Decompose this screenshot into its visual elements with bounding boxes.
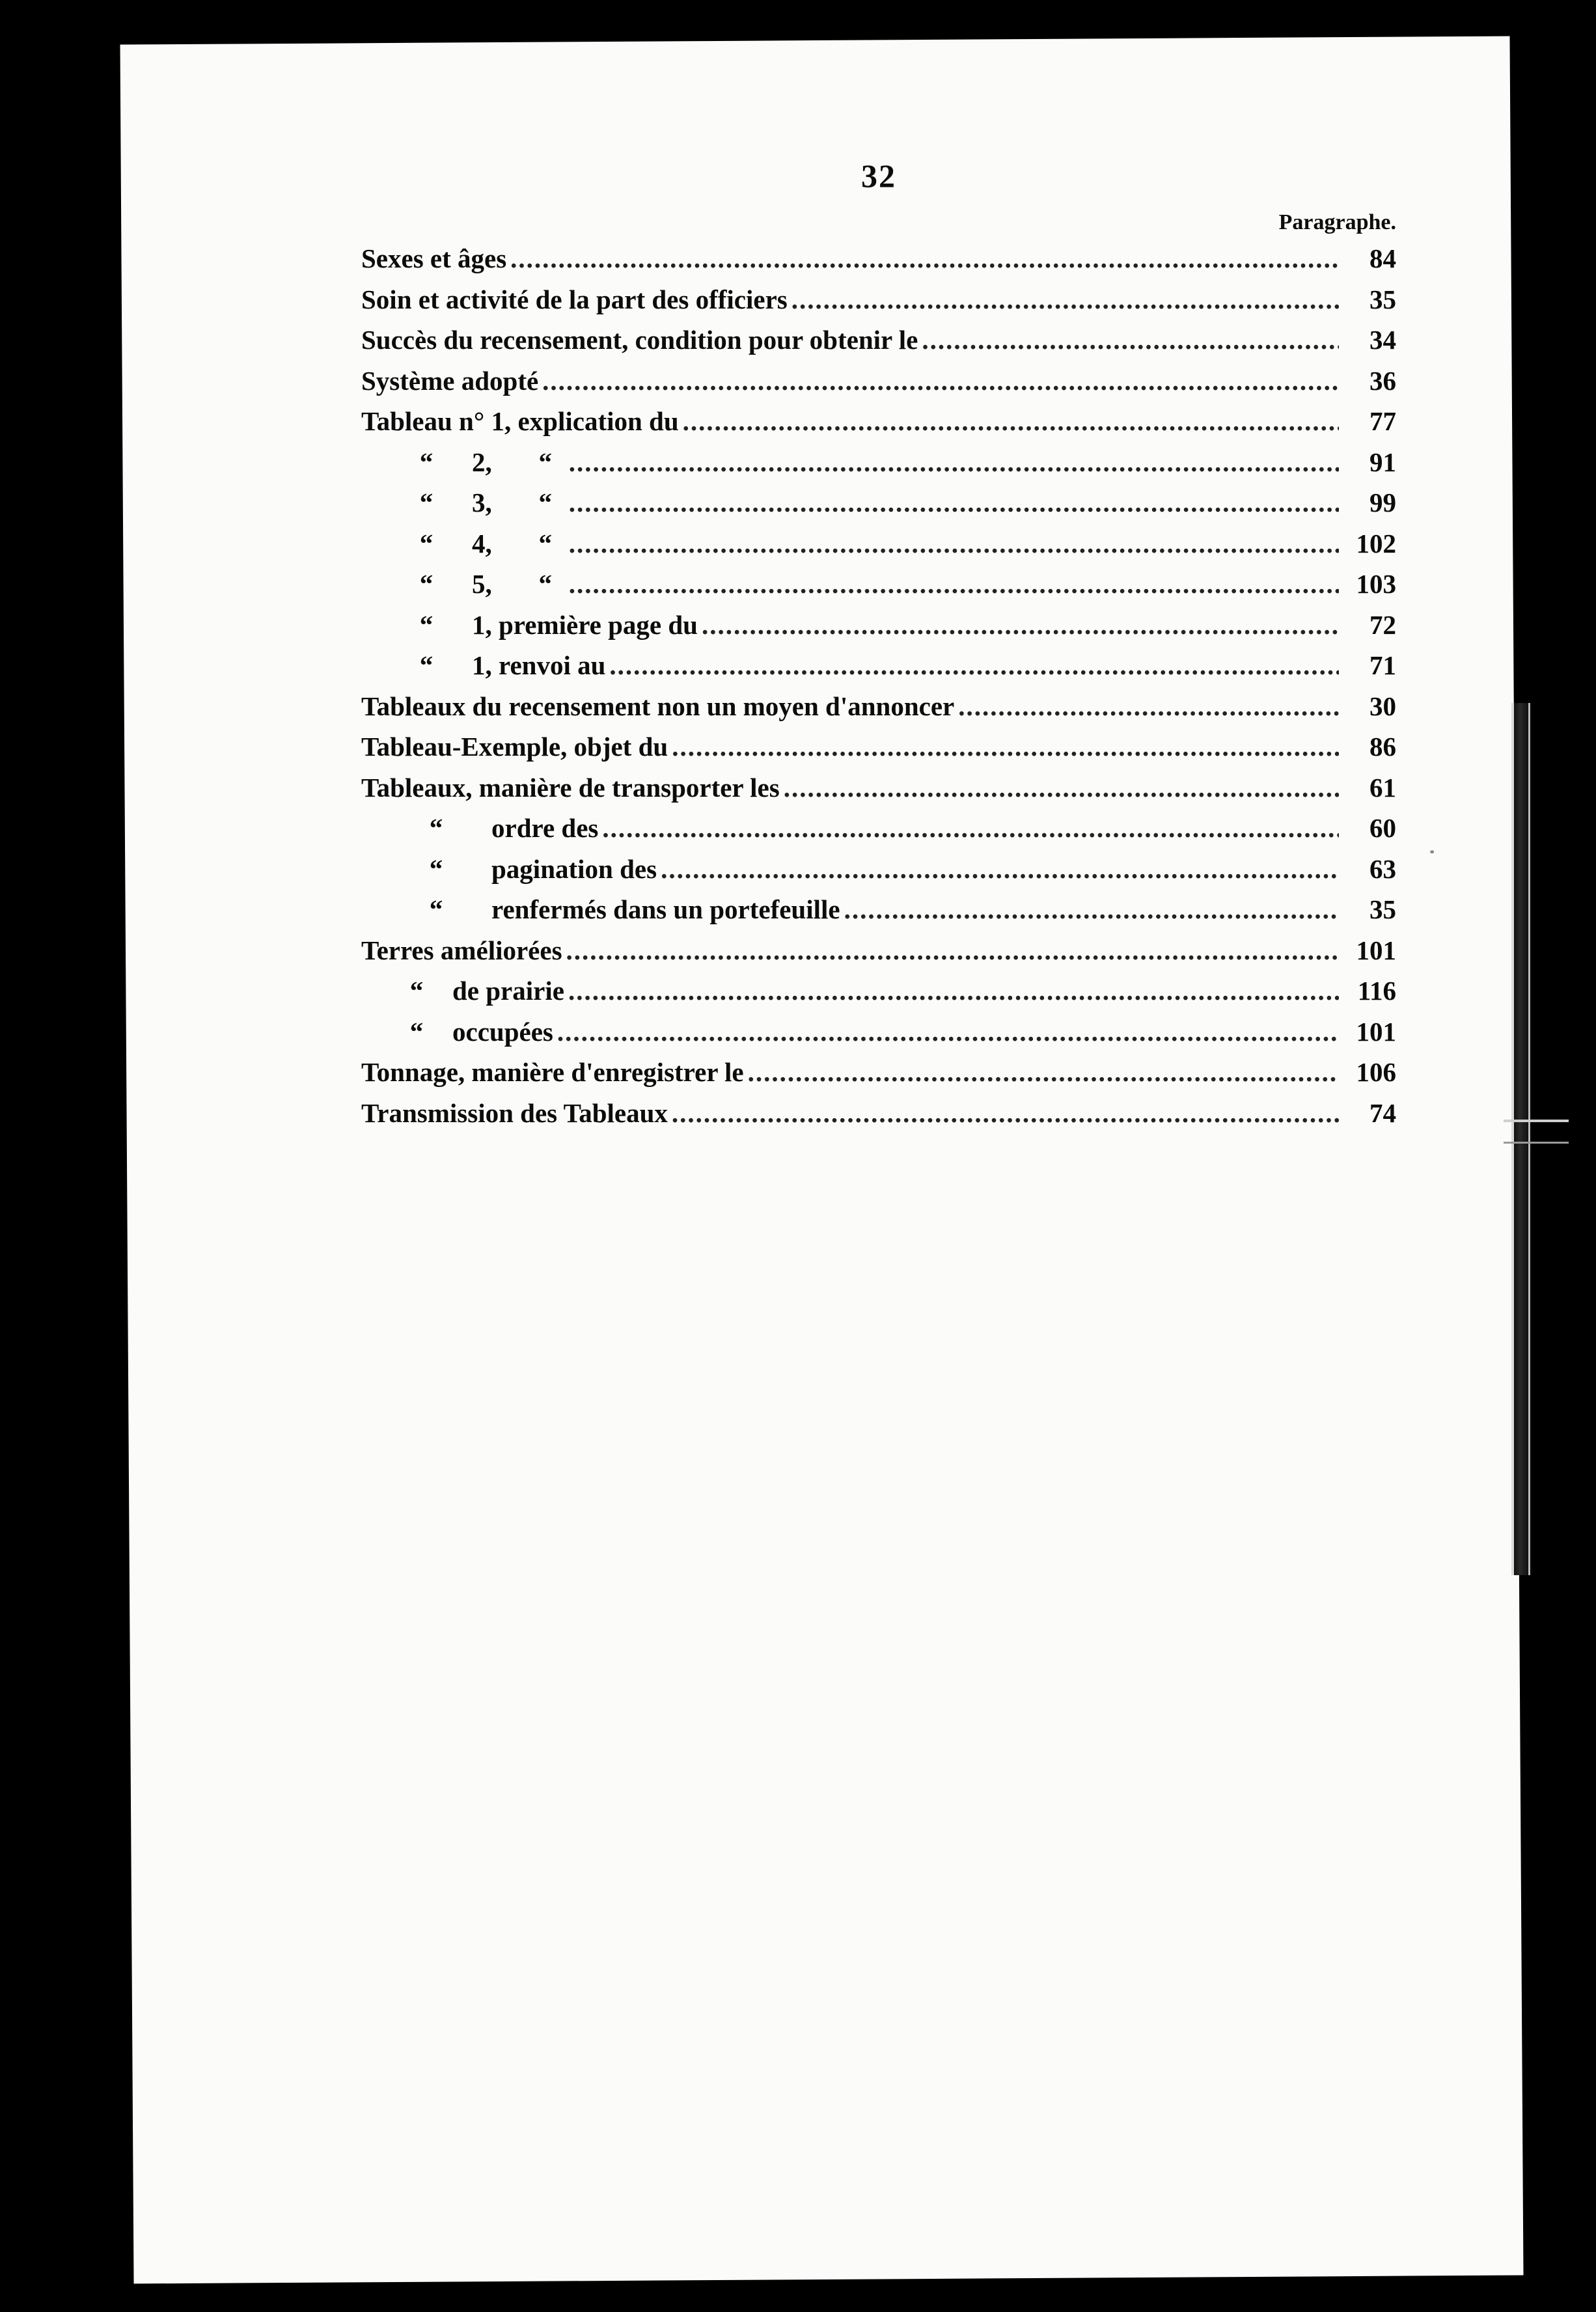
dot-leader	[602, 808, 1339, 849]
entry-label: Système adopté	[361, 365, 539, 396]
index-entry	[361, 279, 1396, 320]
index-entry	[361, 767, 1396, 808]
entry-label: Tableaux, manière de transporter les	[361, 772, 780, 803]
column-heading: Paragraphe.	[1278, 210, 1396, 234]
paragraph-number: 72	[1369, 609, 1396, 640]
ditto-mark: “	[419, 528, 433, 558]
dot-leader	[748, 1052, 1339, 1093]
ditto-mark: “	[419, 609, 433, 640]
entry-subnumber: 3,	[472, 488, 492, 517]
paragraph-number: 74	[1369, 1097, 1396, 1128]
dot-leader	[569, 523, 1339, 564]
paragraph-number: 116	[1357, 976, 1396, 1006]
dot-leader	[609, 645, 1339, 686]
entry-label: ordre des	[491, 813, 599, 843]
dot-leader	[557, 1012, 1339, 1053]
dot-leader	[569, 564, 1339, 605]
index-entry	[361, 523, 1396, 564]
ditto-mark: “	[538, 447, 553, 477]
dot-leader	[784, 767, 1339, 808]
entry-subnumber: 5,	[472, 569, 492, 599]
ditto-mark: “	[419, 488, 433, 517]
entry-subnumber: 4,	[472, 528, 492, 558]
paragraph-number: 101	[1356, 1016, 1396, 1047]
ditto-mark: “	[419, 650, 433, 680]
index-entry	[361, 442, 1396, 483]
dot-leader	[922, 320, 1339, 361]
ditto-mark: “	[419, 447, 433, 477]
index-entry	[361, 1012, 1396, 1053]
entry-label: Transmission des Tableaux	[361, 1097, 668, 1128]
entry-label: Terres améliorées	[361, 935, 562, 965]
paragraph-number: 30	[1369, 691, 1396, 721]
page-number: 32	[861, 158, 896, 194]
paragraph-number: 99	[1369, 488, 1396, 517]
index-entry	[361, 1093, 1396, 1134]
dot-leader	[510, 238, 1339, 279]
index-entry-list	[361, 238, 1396, 1133]
paragraph-number: 84	[1369, 243, 1396, 273]
dot-leader	[844, 889, 1339, 930]
entry-label: Tableaux du recensement non un moyen d'annoncer	[361, 691, 955, 721]
ditto-mark: “	[429, 894, 443, 924]
binding-knot	[1504, 1120, 1569, 1144]
ditto-mark: “	[429, 853, 443, 884]
entry-label: Soin et activité de la part des officiers	[361, 284, 788, 314]
index-entry	[361, 361, 1396, 402]
ditto-mark: “	[538, 569, 553, 599]
index-entry	[361, 849, 1396, 890]
index-entry	[361, 401, 1396, 442]
dot-leader	[672, 726, 1339, 767]
ditto-mark: “	[409, 976, 424, 1006]
dot-leader	[683, 401, 1339, 442]
entry-label: Tableau-Exemple, objet du	[361, 732, 668, 762]
index-entry	[361, 320, 1396, 361]
paragraph-number: 77	[1369, 406, 1396, 436]
paragraph-number: 106	[1356, 1057, 1396, 1087]
dot-leader	[661, 849, 1339, 890]
entry-label: Tonnage, manière d'enregistrer le	[361, 1057, 744, 1087]
entry-subnumber: 1, première page du	[472, 609, 698, 640]
entry-label: pagination des	[491, 853, 657, 884]
entry-label: Succès du recensement, condition pour obtenir le	[361, 325, 918, 355]
dot-leader	[702, 605, 1339, 646]
paragraph-number: 34	[1369, 325, 1396, 355]
scan-speck	[1430, 850, 1434, 853]
paragraph-number: 91	[1369, 447, 1396, 477]
entry-label: de prairie	[452, 976, 564, 1006]
index-entry	[361, 605, 1396, 646]
paragraph-number: 35	[1369, 284, 1396, 314]
dot-leader	[791, 279, 1339, 320]
index-entry	[361, 564, 1396, 605]
ditto-mark: “	[429, 813, 443, 843]
paragraph-number: 35	[1369, 894, 1396, 924]
paragraph-number: 101	[1356, 935, 1396, 965]
dot-leader	[542, 361, 1339, 402]
paragraph-number: 102	[1356, 528, 1396, 558]
index-entry	[361, 645, 1396, 686]
paragraph-number: 63	[1369, 853, 1396, 884]
dot-leader	[958, 686, 1339, 727]
index-entry	[361, 889, 1396, 930]
index-entry	[361, 808, 1396, 849]
entry-label: renfermés dans un portefeuille	[491, 894, 840, 924]
ditto-mark: “	[538, 528, 553, 558]
paragraph-number: 103	[1356, 569, 1396, 599]
index-page-content	[361, 150, 1396, 1133]
index-entry	[361, 482, 1396, 523]
dot-leader	[566, 930, 1339, 971]
index-entry	[361, 970, 1396, 1012]
entry-label: Tableau n° 1, explication du	[361, 406, 679, 436]
ditto-mark: “	[419, 569, 433, 599]
paragraph-number: 71	[1369, 650, 1396, 680]
ditto-mark: “	[409, 1016, 424, 1047]
index-entry	[361, 1052, 1396, 1093]
index-entry	[361, 686, 1396, 727]
index-entry	[361, 930, 1396, 971]
paragraph-number: 60	[1369, 813, 1396, 843]
paragraph-number: 61	[1369, 772, 1396, 803]
index-entry	[361, 726, 1396, 767]
dot-leader	[568, 970, 1339, 1012]
dot-leader	[672, 1093, 1339, 1134]
entry-label: occupées	[452, 1016, 553, 1047]
index-entry	[361, 238, 1396, 279]
entry-label: Sexes et âges	[361, 243, 507, 273]
paragraph-number: 36	[1369, 365, 1396, 396]
ditto-mark: “	[538, 488, 553, 517]
dot-leader	[569, 482, 1339, 523]
paragraph-number: 86	[1369, 732, 1396, 762]
entry-subnumber: 2,	[472, 447, 492, 477]
dot-leader	[569, 442, 1339, 483]
entry-subnumber: 1, renvoi au	[472, 650, 606, 680]
